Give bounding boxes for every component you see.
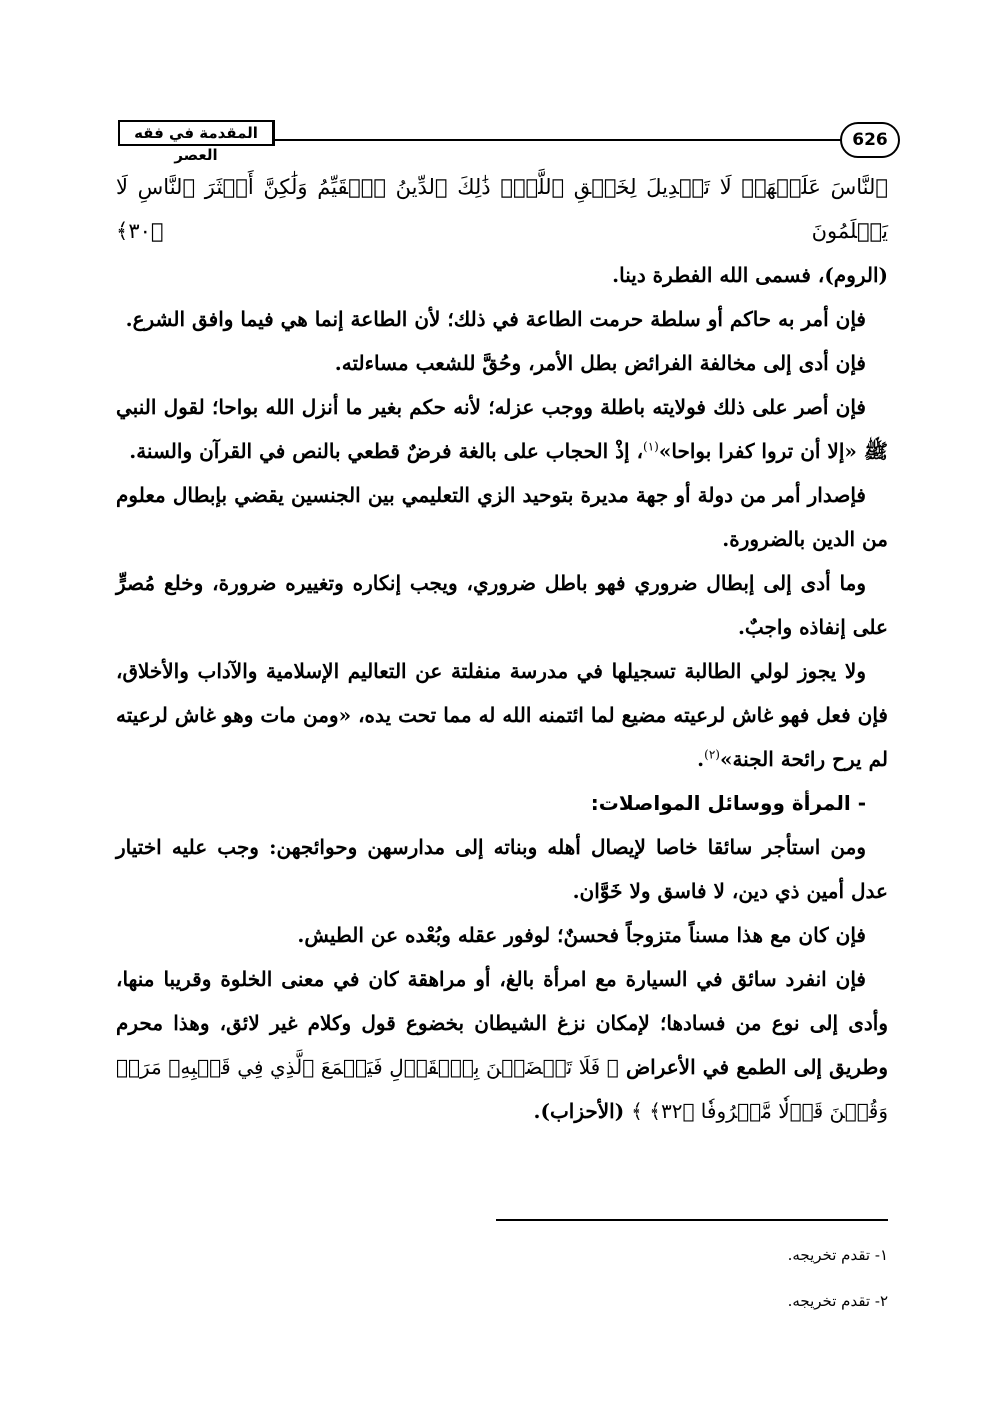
paragraph — [116, 957, 888, 1133]
paragraph-text: فإن انفرد سائق في السيارة مع امرأة بالغ، أو مراهقة كان في معنى الخلوة وقريبا منها، وأدى إلى نوع من فسادها؛ لإمكان نزغ الشيطان بخضوع قول وكلام غير لائق، وهذا محرم وطريق إلى الطمع في الأعراض — [116, 967, 889, 1079]
paragraph — [116, 649, 888, 781]
quran-verse: ﴿ فَلَا تَخۡضَعۡنَ بِٱلۡقَوۡلِ فَيَطۡمَعَ ٱلَّذِي فِي قَلۡبِهِۦ مَرَضٞ وَقُلۡنَ قَوۡلٗا مَّعۡرُوفٗا ﴿٣٢﴾ ﴾ — [116, 1055, 888, 1123]
paragraph: فإصدار أمر من دولة أو جهة مديرة بتوحيد الزي التعليمي بين الجنسين يقضي بإبطال معلوم من الدين بالضرورة. — [116, 483, 888, 551]
paragraph: فإن أمر به حاكم أو سلطة حرمت الطاعة في ذلك؛ لأن الطاعة إنما هي فيما وافق الشرع. — [125, 307, 866, 331]
footnote: ٢- تقدم تخريجه. — [787, 1292, 888, 1310]
body-text — [116, 165, 888, 1133]
paragraph-text: ، إذْ الحجاب على بالغة فرضٌ قطعي بالنص في القرآن والسنة. — [129, 439, 644, 463]
paragraph — [116, 385, 888, 473]
page-header — [118, 118, 908, 164]
quran-verse-line: ٱلنَّاسَ عَلَيۡهَاۚ لَا تَبۡدِيلَ لِخَلۡقِ ٱللَّهِۚ ذَٰلِكَ ٱلدِّينُ ٱلۡقَيِّمُ وَلَٰكِنَّ أَكۡثَرَ ٱلنَّاسِ لَا يَعۡلَمُونَ ﴿٣٠﴾ — [116, 175, 888, 243]
footnote: ١- تقدم تخريجه. — [787, 1246, 888, 1264]
paragraph: فإن أدى إلى مخالفة الفرائض بطل الأمر، وحُقَّ للشعب مساءلته. — [334, 351, 866, 375]
paragraph-text: ولا يجوز لولي الطالبة تسجيلها في مدرسة منفلتة عن التعاليم الإسلامية والآداب والأخلاق، فإن فعل فهو غاش لرعيته مضيع لما ائتمنه الله له مما تحت يده، «ومن مات وهو غاش لرعيته لم يرح رائحة الجنة» — [116, 659, 888, 771]
paragraph: (الروم)، فسمى الله الفطرة دينا. — [612, 263, 888, 287]
paragraph-text: فإن أصر على ذلك فولايته باطلة ووجب عزله؛ لأنه حكم بغير ما أنزل الله بواحا؛ لقول النبي ﷺ «إلا أن تروا كفرا بواحا» — [116, 395, 888, 463]
footnote-ref: (٢) — [704, 747, 720, 762]
footnote-separator — [496, 1219, 888, 1221]
paragraph-text: (الأحزاب). — [533, 1099, 625, 1123]
footnotes — [116, 1232, 888, 1324]
footnote-ref: (١) — [643, 439, 659, 454]
book-title: المقدمة في فقه العصر — [118, 120, 275, 146]
paragraph-text: . — [697, 747, 705, 771]
paragraph: ومن استأجر سائقا خاصا لإيصال أهله وبناته إلى مدارسهن وحوائجهن: وجب عليه اختيار عدل أمين ذي دين، لا فاسق ولا خَوَّان. — [116, 835, 888, 903]
section-heading: - المرأة ووسائل المواصلات: — [590, 791, 866, 815]
page-number: 626 — [840, 122, 900, 158]
paragraph: فإن كان مع هذا مسناً متزوجاً فحسنٌ؛ لوفور عقله وبُعْده عن الطيش. — [297, 923, 866, 947]
paragraph: وما أدى إلى إبطال ضروري فهو باطل ضروري، ويجب إنكاره وتغييره ضرورة، وخلع مُصرٍّ على إنفاذه واجبٌ. — [116, 571, 888, 639]
